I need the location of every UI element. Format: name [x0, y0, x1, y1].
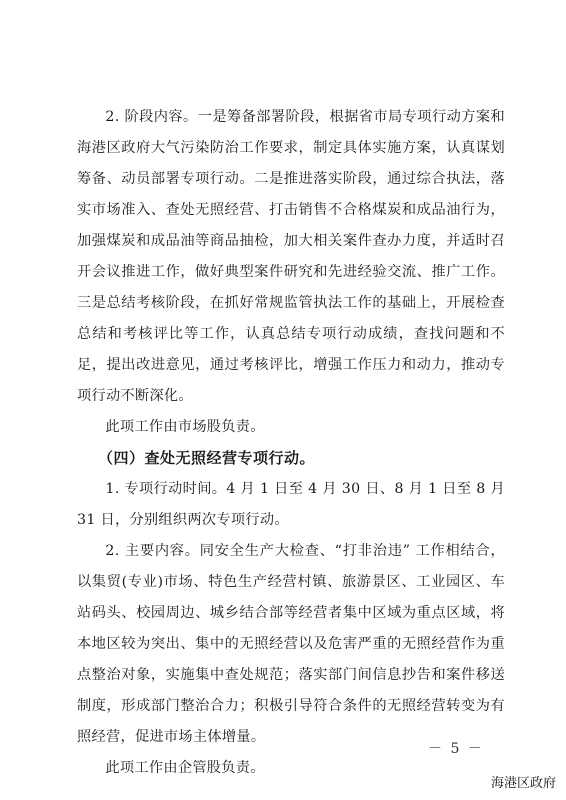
- paragraph-market-responsibility: 此项工作由市场股负责。: [105, 419, 265, 435]
- paragraph-action-time: 1. 专项行动时间。4 月 1 日至 4 月 30 日、8 月 1 日至 8 月 31 日，分别组织两次专项行动。: [77, 481, 505, 528]
- paragraph-main-content: 2. 主要内容。同安全生产大检查、“打非治违” 工作相结合，以集贸(专业)市场、特色生产经营村镇、旅游景区、工业园区、车站码头、校园周边、城乡结合部等经营者集中区域为重点区域，将本地区较为突出、集中的无照经营以及危害严重的无照经营作为重点整治对象，实施集中查处规范；落实部门间信息抄告和案件移送制度，形成部门整治合力；积极引导符合条件的无照经营转变为有照经营，促进市场主体增量。: [77, 543, 505, 745]
- paragraph-stage-content: 2. 阶段内容。一是筹备部署阶段，根据省市局专项行动方案和海港区政府大气污染防治工作要求，制定具体实施方案，认真谋划筹备、动员部署专项行动。二是推进落实阶段，通过综合执法，落实市场准入、查处无照经营、打击销售不合格煤炭和成品油行为，加强煤炭和成品油等商品抽检，加大相关案件查办力度，并适时召开会议推进工作，做好典型案件研究和先进经验交流、推广工作。三是总结考核阶段，在抓好常规监管执法工作的基础上，开展检查总结和考核评比等工作，认真总结专项行动成绩，查找问题和不足，提出改进意见，通过考核评比，增强工作压力和动力，推动专项行动不断深化。: [77, 109, 505, 404]
- document-body: [77, 102, 505, 784]
- section-heading-unlicensed-operation: （四）查处无照经营专项行动。: [98, 449, 316, 467]
- source-watermark: 海港区政府: [490, 776, 556, 791]
- paragraph-enterprise-responsibility: 此项工作由企管股负责。: [105, 760, 265, 776]
- page-number: － 5 －: [428, 741, 484, 757]
